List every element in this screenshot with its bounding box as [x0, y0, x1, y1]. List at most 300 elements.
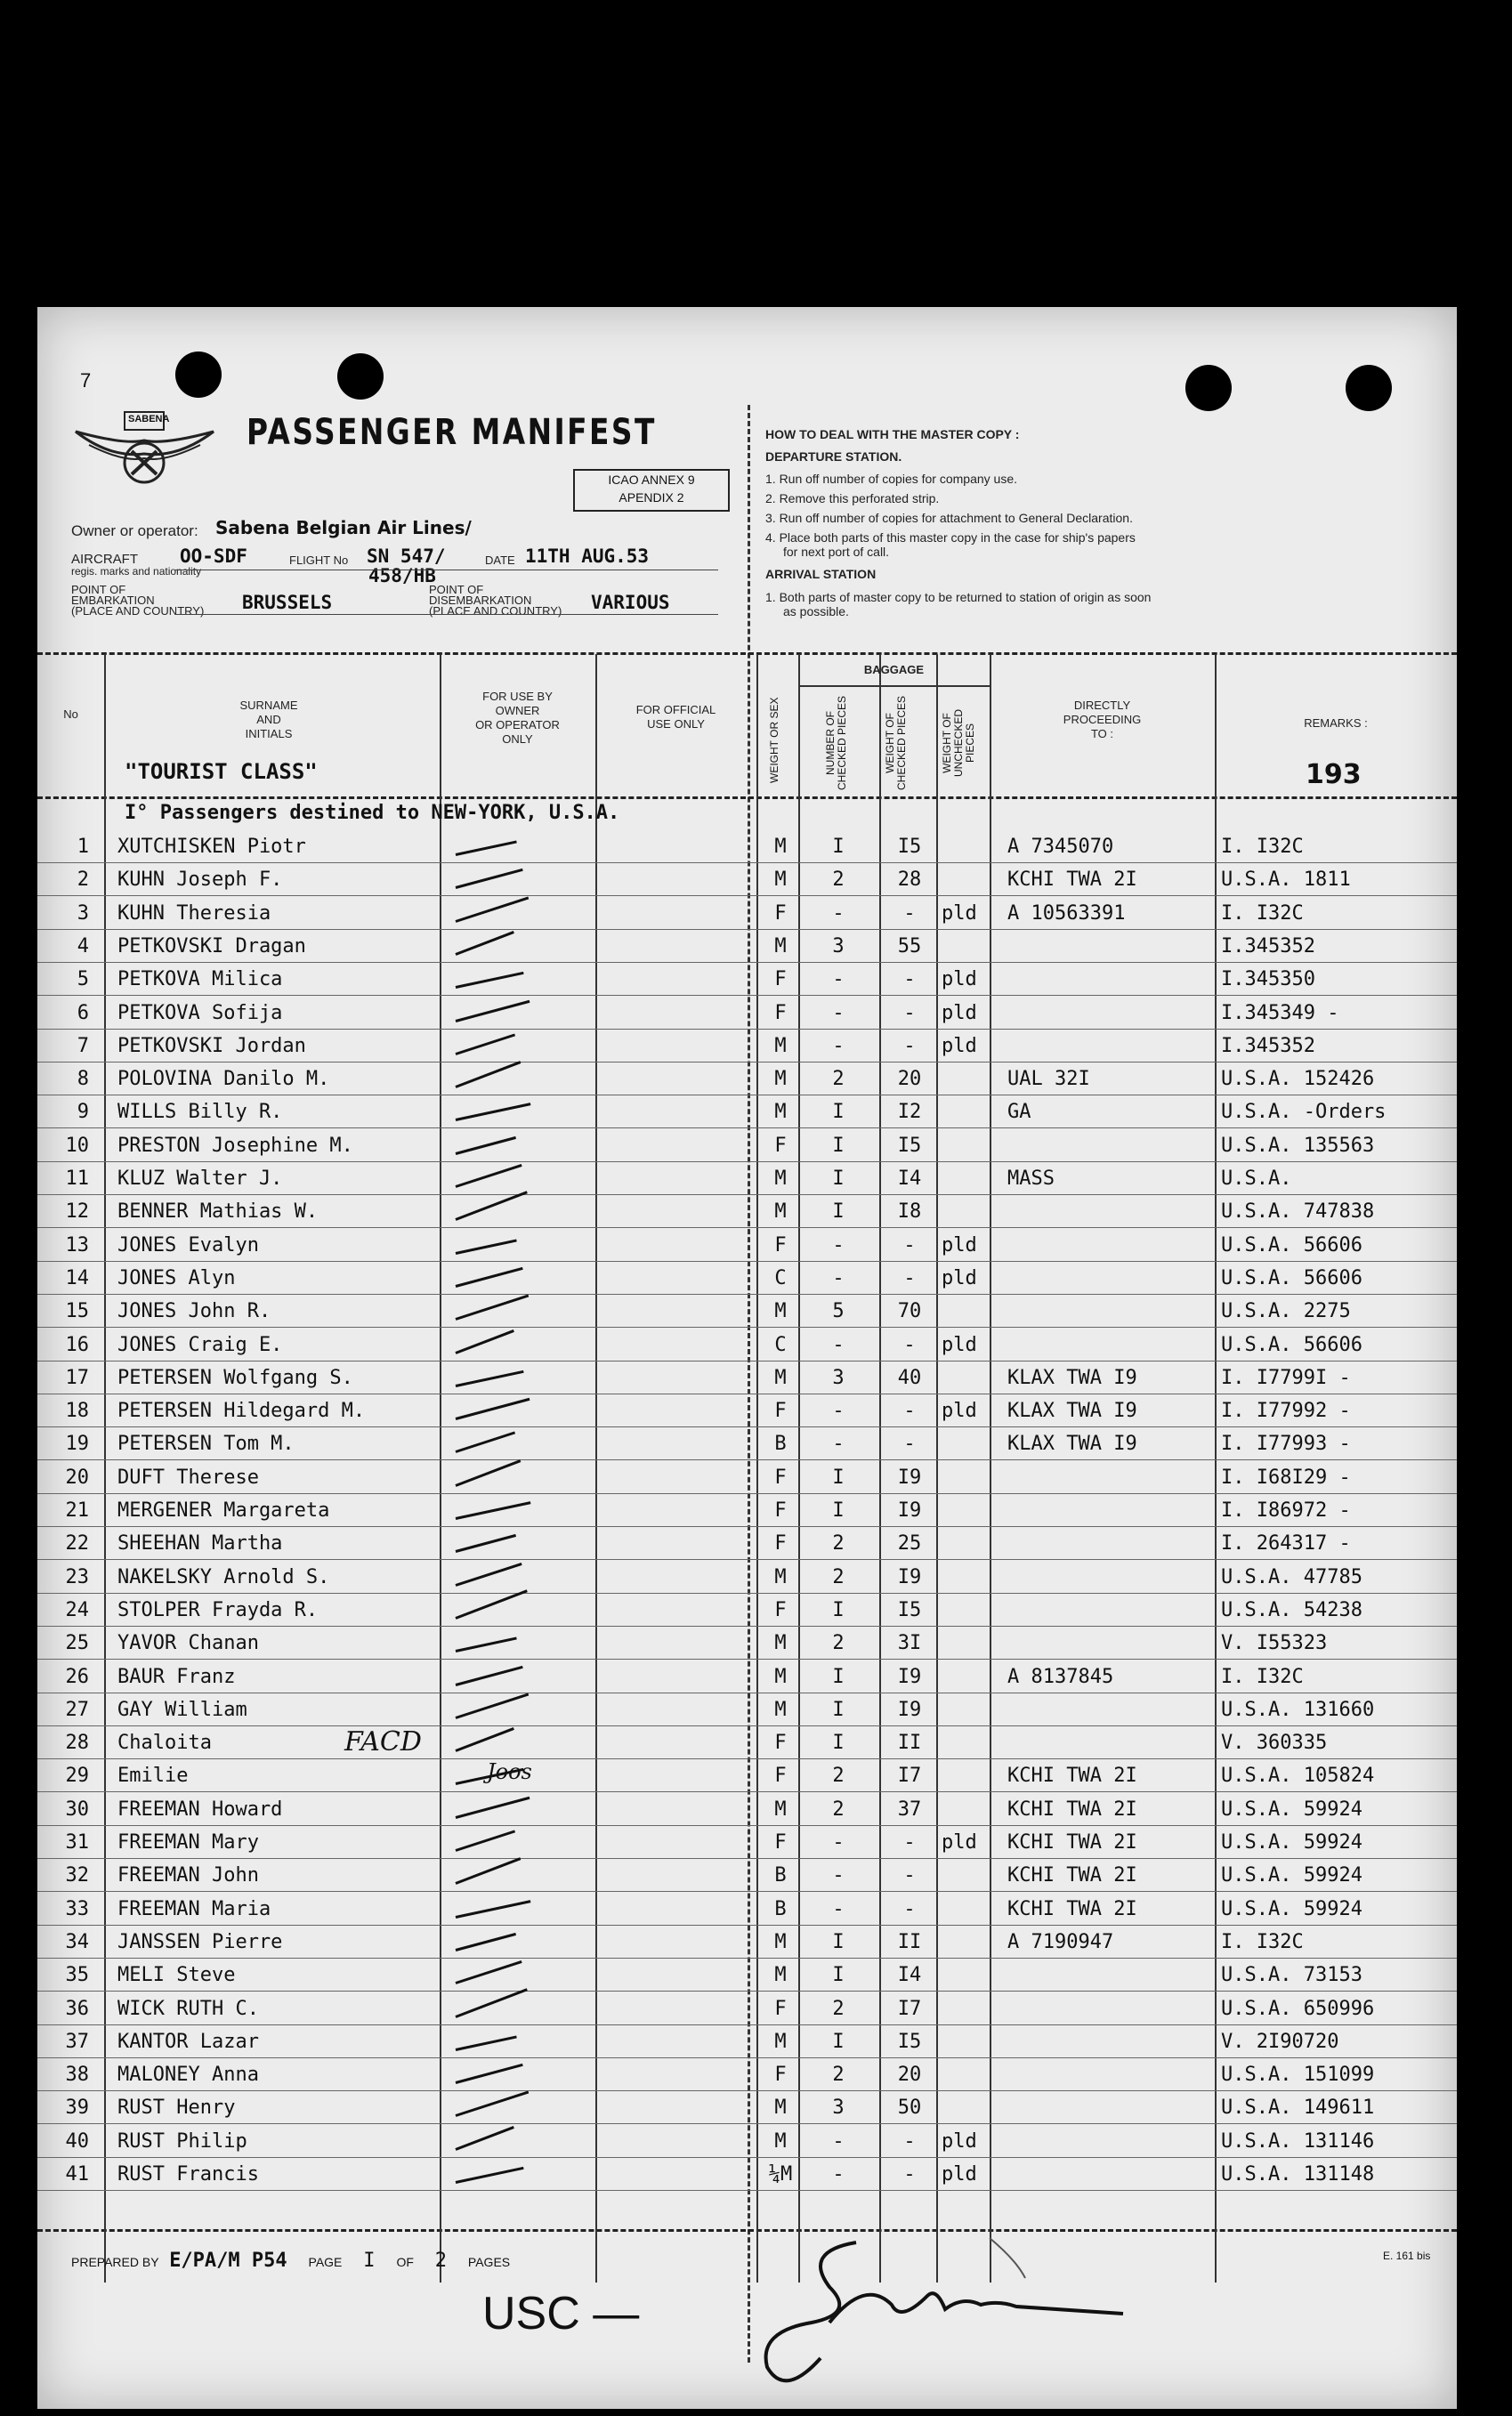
- row-name: RUST Henry: [117, 2097, 236, 2120]
- row-pieces: I: [832, 1665, 845, 1688]
- row-rule: [37, 2123, 1457, 2124]
- departure-station: DEPARTURE STATION.: [765, 449, 902, 464]
- table-row: [37, 1761, 1457, 1794]
- row-pieces: -: [832, 1831, 845, 1854]
- row-rule: [37, 995, 1457, 996]
- check-mark: [456, 869, 523, 889]
- table-row: [37, 899, 1457, 932]
- row-sex: B: [774, 1433, 787, 1456]
- row-number: 34: [65, 1930, 89, 1953]
- row-weight: 3I: [897, 1632, 922, 1655]
- row-sex: M: [774, 2030, 787, 2053]
- row-name: PRESTON Josephine M.: [117, 1134, 353, 1157]
- annex-line1: ICAO ANNEX 9: [608, 473, 695, 487]
- check-mark: [456, 1103, 531, 1122]
- check-mark: [456, 1960, 522, 1984]
- check-mark: [455, 931, 513, 956]
- row-name: PETKOVSKI Jordan: [117, 1034, 306, 1057]
- row-number: 10: [65, 1134, 89, 1157]
- row-unchecked: pld: [942, 1400, 977, 1423]
- row-name: FREEMAN John: [117, 1864, 259, 1887]
- row-destination: KCHI TWA 2I: [1007, 1831, 1137, 1854]
- row-weight: -: [903, 1034, 916, 1057]
- punch-hole: [175, 351, 222, 398]
- check-mark: [456, 1900, 531, 1919]
- table-row: [37, 1861, 1457, 1894]
- row-weight: I2: [897, 1101, 922, 1124]
- row-destination: KCHI TWA 2I: [1007, 1897, 1137, 1920]
- row-name: DUFT Therese: [117, 1466, 259, 1489]
- row-pieces: 2: [832, 1997, 845, 2020]
- aircraft-value: OO-SDF: [180, 545, 247, 567]
- table-row: [37, 932, 1457, 965]
- row-remark: U.S.A. 131148: [1221, 2163, 1375, 2186]
- row-remark: U.S.A. 56606: [1221, 1266, 1362, 1289]
- row-number: 18: [65, 1400, 89, 1423]
- row-destination: UAL 32I: [1007, 1068, 1090, 1091]
- signature: [749, 2225, 1159, 2403]
- row-sex: F: [774, 1765, 787, 1788]
- table-row: [37, 1563, 1457, 1596]
- row-name: JONES John R.: [117, 1300, 271, 1323]
- form-number: E. 161 bis: [1383, 2250, 1431, 2262]
- row-destination: KLAX TWA I9: [1007, 1366, 1137, 1389]
- table-row: [37, 1662, 1457, 1695]
- table-row: [37, 1994, 1457, 2027]
- row-pieces: I: [832, 1930, 845, 1953]
- row-weight: -: [903, 1333, 916, 1356]
- row-pieces: 2: [832, 1765, 845, 1788]
- row-pieces: I: [832, 1101, 845, 1124]
- table-row: [37, 1330, 1457, 1363]
- row-number: 27: [65, 1698, 89, 1721]
- check-mark: [455, 1459, 521, 1487]
- row-number: 6: [77, 1001, 89, 1024]
- table-row: [37, 2027, 1457, 2060]
- row-name: XUTCHISKEN Piotr: [117, 836, 306, 858]
- row-number: 35: [65, 1964, 89, 1987]
- row-remark: I. I68I29 -: [1221, 1466, 1351, 1489]
- row-destination: A 7190947: [1007, 1930, 1114, 1953]
- annotation-joos: Joos: [487, 1759, 532, 1784]
- row-name: Emilie: [117, 1765, 189, 1788]
- row-sex: F: [774, 1233, 787, 1256]
- row-remark: U.S.A. 59924: [1221, 1897, 1362, 1920]
- row-rule: [37, 1958, 1457, 1959]
- instruction-2: 2. Remove this perforated strip.: [765, 491, 940, 505]
- row-weight: I9: [897, 1698, 922, 1721]
- row-weight: I5: [897, 836, 922, 858]
- row-remark: I.345352: [1221, 1034, 1315, 1057]
- check-mark: [455, 1061, 521, 1088]
- row-number: 8: [77, 1068, 89, 1091]
- row-number: 21: [65, 1499, 89, 1522]
- row-rule: [37, 1426, 1457, 1427]
- row-rule: [37, 1991, 1457, 1992]
- row-weight: I4: [897, 1168, 922, 1190]
- row-name: PETKOVA Sofija: [117, 1001, 283, 1024]
- row-remark: I. I32C: [1221, 1665, 1304, 1688]
- row-weight: 20: [897, 1068, 922, 1091]
- table-bottom-rule: [37, 2229, 1457, 2232]
- instructions-heading: HOW TO DEAL WITH THE MASTER COPY :: [765, 427, 1020, 441]
- row-pieces: 2: [832, 1632, 845, 1655]
- row-sex: F: [774, 1499, 787, 1522]
- row-sex: M: [774, 2097, 787, 2120]
- row-destination: GA: [1007, 1101, 1031, 1124]
- row-sex: M: [774, 1565, 787, 1588]
- row-unchecked: pld: [942, 1333, 977, 1356]
- table-row: [37, 998, 1457, 1031]
- row-remark: U.S.A. 131146: [1221, 2129, 1375, 2153]
- row-number: 12: [65, 1200, 89, 1224]
- row-name: PETKOVA Milica: [117, 968, 283, 991]
- row-sex: M: [774, 1665, 787, 1688]
- row-sex: M: [774, 2129, 787, 2153]
- table-row: [37, 1097, 1457, 1130]
- row-rule: [37, 1858, 1457, 1859]
- manifest-sheet: [37, 307, 1457, 2409]
- sabena-logo: [71, 405, 218, 503]
- row-name: STOLPER Frayda R.: [117, 1598, 319, 1621]
- row-sex: F: [774, 968, 787, 991]
- check-mark: [456, 999, 530, 1022]
- flight-label: FLIGHT No: [289, 553, 349, 567]
- row-destination: KCHI TWA 2I: [1007, 869, 1137, 892]
- row-rule: [37, 1029, 1457, 1030]
- row-number: 31: [65, 1831, 89, 1854]
- row-sex: F: [774, 1732, 787, 1755]
- table-row: [37, 1429, 1457, 1462]
- row-name: MERGENER Margareta: [117, 1499, 330, 1522]
- row-number: 33: [65, 1897, 89, 1920]
- row-name: MALONEY Anna: [117, 2064, 259, 2087]
- row-weight: II: [897, 1732, 922, 1755]
- row-sex: F: [774, 2064, 787, 2087]
- aircraft-sub: regis. marks and nationality: [71, 565, 202, 578]
- row-name: PETKOVSKI Dragan: [117, 934, 306, 958]
- punch-hole: [337, 353, 384, 400]
- row-weight: I5: [897, 1598, 922, 1621]
- row-weight: -: [903, 1233, 916, 1256]
- row-name: FREEMAN Mary: [117, 1831, 259, 1854]
- check-mark: [455, 2126, 513, 2151]
- row-unchecked: pld: [942, 968, 977, 991]
- date-value: 11TH AUG.53: [525, 545, 650, 567]
- row-rule: [37, 1127, 1457, 1128]
- check-mark: [456, 1933, 516, 1951]
- owner-label: Owner or operator:: [71, 522, 198, 539]
- row-weight: 28: [897, 869, 922, 892]
- row-number: 2: [77, 869, 89, 892]
- col-weight-unchecked: WEIGHT OF UNCHECKED PIECES: [941, 709, 976, 778]
- row-remark: V. 2I90720: [1221, 2030, 1339, 2053]
- row-rule: [37, 1758, 1457, 1759]
- flight-value-2: 458/HB: [368, 565, 436, 586]
- row-pieces: -: [832, 968, 845, 991]
- row-rule: [37, 2190, 1457, 2191]
- disembark-label: POINT OF DISEMBARKATION (PLACE AND COUNTRY): [429, 583, 562, 618]
- icao-annex-box: [573, 469, 730, 512]
- row-remark: I. 264317 -: [1221, 1532, 1351, 1555]
- arrival-station: ARRIVAL STATION: [765, 567, 877, 581]
- row-weight: I8: [897, 1200, 922, 1224]
- row-weight: II: [897, 1930, 922, 1953]
- embark-value: BRUSSELS: [242, 592, 333, 613]
- col-direct: DIRECTLY PROCEEDING TO :: [1063, 699, 1142, 740]
- row-weight: -: [903, 901, 916, 925]
- row-sex: B: [774, 1897, 787, 1920]
- row-rule: [37, 1493, 1457, 1494]
- check-mark: [456, 2035, 517, 2050]
- row-remark: U.S.A. 131660: [1221, 1698, 1375, 1721]
- row-sex: F: [774, 1466, 787, 1489]
- row-rule: [37, 1593, 1457, 1594]
- row-remark: V. I55323: [1221, 1632, 1328, 1655]
- row-rule: [37, 1194, 1457, 1195]
- row-remark: I. I77992 -: [1221, 1400, 1351, 1423]
- row-weight: -: [903, 1864, 916, 1887]
- row-name: NAKELSKY Arnold S.: [117, 1565, 330, 1588]
- row-remark: I. I77993 -: [1221, 1433, 1351, 1456]
- row-rule: [37, 895, 1457, 896]
- row-rule: [37, 1626, 1457, 1627]
- table-row: [37, 2127, 1457, 2160]
- row-name: FREEMAN Maria: [117, 1897, 271, 1920]
- row-sex: M: [774, 1964, 787, 1987]
- row-name: WICK RUTH C.: [117, 1997, 259, 2020]
- row-name: WILLS Billy R.: [117, 1101, 283, 1124]
- row-number: 24: [65, 1598, 89, 1621]
- row-weight: I4: [897, 1964, 922, 1987]
- row-number: 16: [65, 1333, 89, 1356]
- row-remark: U.S.A. 73153: [1221, 1964, 1362, 1987]
- row-unchecked: pld: [942, 1034, 977, 1057]
- arrival-item-1b: as possible.: [783, 604, 849, 618]
- row-name: JONES Evalyn: [117, 1233, 259, 1256]
- row-weight: -: [903, 1433, 916, 1456]
- check-mark: [456, 1796, 530, 1818]
- punch-hole: [1346, 365, 1392, 411]
- table-row: [37, 1496, 1457, 1529]
- row-number: 4: [77, 934, 89, 958]
- row-destination: KCHI TWA 2I: [1007, 1864, 1137, 1887]
- table-row: [37, 1628, 1457, 1661]
- manifest-title: PASSENGER MANIFEST: [247, 412, 657, 453]
- check-mark: [456, 2167, 524, 2184]
- table-row: [37, 2060, 1457, 2093]
- check-mark: [456, 1398, 530, 1420]
- row-name: RUST Philip: [117, 2129, 247, 2153]
- row-pieces: -: [832, 1433, 845, 1456]
- table-row: [37, 832, 1457, 865]
- row-weight: I9: [897, 1665, 922, 1688]
- row-rule: [37, 1559, 1457, 1560]
- check-mark: [456, 840, 517, 855]
- table-row: [37, 1396, 1457, 1429]
- row-remark: U.S.A. 2275: [1221, 1300, 1351, 1323]
- row-number: 13: [65, 1233, 89, 1256]
- logo-text: SABENA: [128, 414, 170, 424]
- row-weight: I7: [897, 1765, 922, 1788]
- class-label: "TOURIST CLASS": [125, 759, 318, 784]
- row-pieces: 2: [832, 2064, 845, 2087]
- check-mark: [455, 1329, 513, 1354]
- row-sex: B: [774, 1864, 787, 1887]
- row-remark: U.S.A. 747838: [1221, 1200, 1375, 1224]
- row-sex: C: [774, 1333, 787, 1356]
- row-pieces: -: [832, 1034, 845, 1057]
- row-name: PETERSEN Wolfgang S.: [117, 1366, 353, 1389]
- row-number: 25: [65, 1632, 89, 1655]
- row-pieces: -: [832, 1400, 845, 1423]
- row-remark: U.S.A. 135563: [1221, 1134, 1375, 1157]
- row-pieces: I: [832, 1200, 845, 1224]
- instruction-1: 1. Run off number of copies for company use.: [765, 472, 1018, 486]
- row-number: 36: [65, 1997, 89, 2020]
- table-top-rule: [37, 652, 1457, 655]
- check-mark: [456, 1830, 516, 1851]
- row-pieces: 2: [832, 1798, 845, 1821]
- row-pieces: 2: [832, 1565, 845, 1588]
- row-unchecked: pld: [942, 2129, 977, 2153]
- row-name: PETERSEN Hildegard M.: [117, 1400, 366, 1423]
- annotation-facd: FACD: [344, 1726, 422, 1757]
- row-remark: U.S.A. 152426: [1221, 1068, 1375, 1091]
- row-rule: [37, 1062, 1457, 1063]
- row-number: 29: [65, 1765, 89, 1788]
- row-sex: M: [774, 1930, 787, 1953]
- check-mark: [456, 1534, 516, 1553]
- row-sex: F: [774, 1997, 787, 2020]
- row-weight: 40: [897, 1366, 922, 1389]
- table-row: [37, 865, 1457, 898]
- table-row: [37, 1031, 1457, 1064]
- row-remark: V. 360335: [1221, 1732, 1328, 1755]
- row-pieces: I: [832, 836, 845, 858]
- row-pieces: 3: [832, 1366, 845, 1389]
- table-row: [37, 1895, 1457, 1927]
- row-remark: I. I7799I -: [1221, 1366, 1351, 1389]
- row-weight: -: [903, 968, 916, 991]
- row-pieces: I: [832, 1964, 845, 1987]
- table-row: [37, 1529, 1457, 1562]
- row-destination: A 8137845: [1007, 1665, 1114, 1688]
- row-sex: F: [774, 901, 787, 925]
- row-rule: [37, 1459, 1457, 1460]
- check-mark: [456, 2064, 523, 2084]
- row-sex: M: [774, 1068, 787, 1091]
- row-weight: -: [903, 1831, 916, 1854]
- row-destination: MASS: [1007, 1168, 1055, 1190]
- instruction-4: 4. Place both parts of this master copy in the case for ship's papers: [765, 530, 1136, 545]
- row-weight: -: [903, 1001, 916, 1024]
- row-name: FREEMAN Howard: [117, 1798, 283, 1821]
- check-mark: [456, 1239, 517, 1254]
- row-number: 23: [65, 1565, 89, 1588]
- aircraft-label: AIRCRAFT: [71, 552, 138, 567]
- row-sex: F: [774, 1532, 787, 1555]
- row-remark: U.S.A. 54238: [1221, 1598, 1362, 1621]
- row-number: 37: [65, 2030, 89, 2053]
- row-name: MELI Steve: [117, 1964, 236, 1987]
- flight-value: SN 547/: [367, 545, 446, 567]
- row-sex: F: [774, 1400, 787, 1423]
- arrival-item-1: 1. Both parts of master copy to be returned to station of origin as soon: [765, 590, 1152, 604]
- table-row: [37, 1960, 1457, 1993]
- check-mark: [456, 1267, 523, 1288]
- row-rule: [37, 1361, 1457, 1362]
- row-weight: I5: [897, 2030, 922, 2053]
- instruction-3: 3. Run off number of copies for attachment to General Declaration.: [765, 511, 1133, 525]
- row-number: 11: [65, 1168, 89, 1190]
- row-weight: -: [903, 1897, 916, 1920]
- row-weight: I7: [897, 1997, 922, 2020]
- row-number: 5: [77, 968, 89, 991]
- row-destination: KLAX TWA I9: [1007, 1400, 1137, 1423]
- row-name: JANSSEN Pierre: [117, 1930, 283, 1953]
- row-name: JONES Craig E.: [117, 1333, 283, 1356]
- check-mark: [456, 1665, 523, 1685]
- check-mark: [456, 1432, 516, 1453]
- row-unchecked: pld: [942, 901, 977, 925]
- row-name: POLOVINA Danilo M.: [117, 1068, 330, 1091]
- row-name: RUST Francis: [117, 2163, 259, 2186]
- table-row: [37, 1728, 1457, 1761]
- row-weight: 25: [897, 1532, 922, 1555]
- annex-line2: APENDIX 2: [619, 490, 684, 505]
- row-sex: F: [774, 1001, 787, 1024]
- row-rule: [37, 1327, 1457, 1328]
- row-rule: [37, 2157, 1457, 2158]
- row-rule: [37, 1925, 1457, 1926]
- row-number: 30: [65, 1798, 89, 1821]
- row-name: KUHN Theresia: [117, 901, 271, 925]
- embark-label: POINT OF EMBARKATION (PLACE AND COUNTRY): [71, 583, 205, 618]
- row-pieces: -: [832, 2163, 845, 2186]
- row-name: GAY William: [117, 1698, 247, 1721]
- punch-hole: [1185, 365, 1232, 411]
- check-mark: [455, 1727, 513, 1752]
- row-unchecked: pld: [942, 1831, 977, 1854]
- row-sex: M: [774, 934, 787, 958]
- row-number: 14: [65, 1266, 89, 1289]
- check-mark: [456, 1370, 524, 1387]
- table-row: [37, 965, 1457, 998]
- row-sex: M: [774, 1200, 787, 1224]
- row-remark: U.S.A. 59924: [1221, 1798, 1362, 1821]
- table-row: [37, 1463, 1457, 1496]
- row-remark: U.S.A. 56606: [1221, 1233, 1362, 1256]
- row-pieces: I: [832, 1698, 845, 1721]
- check-mark: [456, 1501, 531, 1520]
- row-destination: KCHI TWA 2I: [1007, 1798, 1137, 1821]
- row-pieces: -: [832, 1233, 845, 1256]
- row-name: PETERSEN Tom M.: [117, 1433, 295, 1456]
- row-pieces: -: [832, 1897, 845, 1920]
- row-weight: I5: [897, 1134, 922, 1157]
- row-pieces: I: [832, 1168, 845, 1190]
- table-row: [37, 1828, 1457, 1861]
- row-pieces: 2: [832, 1068, 845, 1091]
- col-owner-use: FOR USE BY OWNER OR OPERATOR ONLY: [475, 690, 560, 746]
- check-mark: [456, 1164, 522, 1188]
- row-number: 41: [65, 2163, 89, 2186]
- col-no: No: [63, 707, 78, 721]
- row-rule: [37, 1161, 1457, 1162]
- row-sex: ¼M: [768, 2163, 793, 2186]
- row-weight: 37: [897, 1798, 922, 1821]
